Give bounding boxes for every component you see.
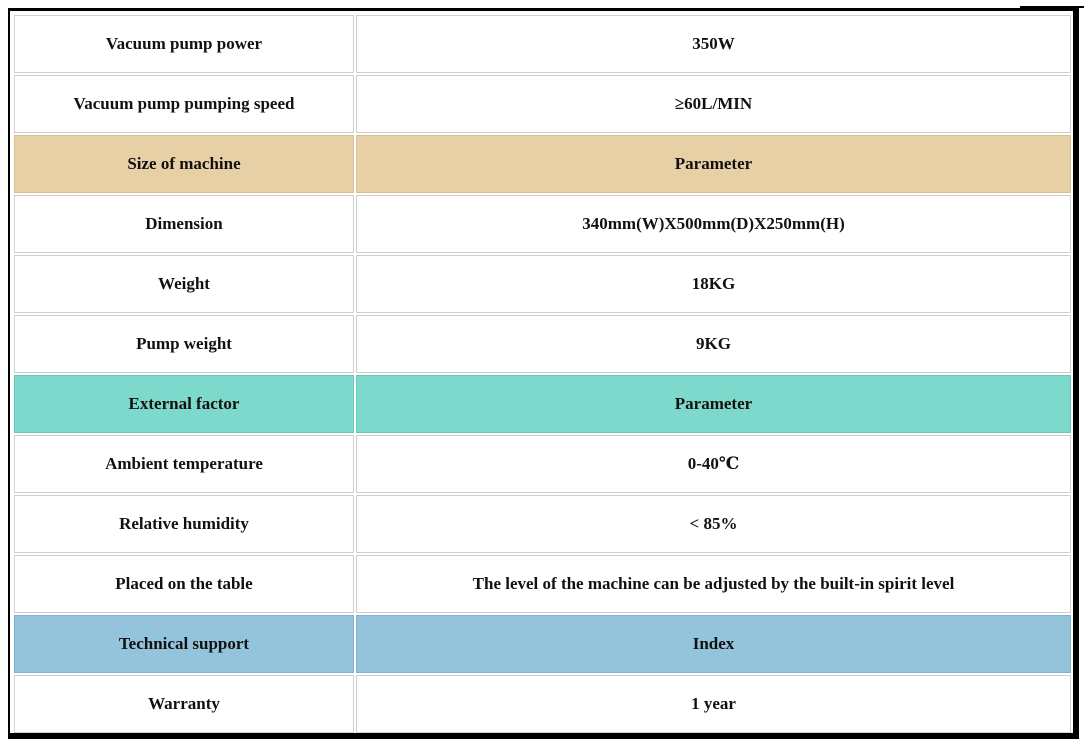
row-label: Vacuum pump power [14, 15, 354, 73]
spec-table [12, 13, 1073, 735]
table-row [14, 315, 1071, 373]
row-value: 0-40℃ [356, 435, 1071, 493]
table-row [14, 255, 1071, 313]
section-header-label: Size of machine [14, 135, 354, 193]
row-value: The level of the machine can be adjusted by the built-in spirit level [356, 555, 1071, 613]
row-value: 9KG [356, 315, 1071, 373]
row-label: Vacuum pump pumping speed [14, 75, 354, 133]
section-header-value: Parameter [356, 135, 1071, 193]
table-row [14, 75, 1071, 133]
row-value: 340mm(W)X500mm(D)X250mm(H) [356, 195, 1071, 253]
table-row [14, 435, 1071, 493]
row-label: Dimension [14, 195, 354, 253]
section-header-value: Parameter [356, 375, 1071, 433]
section-header-label: Technical support [14, 615, 354, 673]
row-label: Placed on the table [14, 555, 354, 613]
row-label: Pump weight [14, 315, 354, 373]
spec-table-frame [8, 8, 1079, 739]
section-header-label: External factor [14, 375, 354, 433]
table-row [14, 555, 1071, 613]
row-value: 350W [356, 15, 1071, 73]
table-row [14, 195, 1071, 253]
section-header-row [14, 135, 1071, 193]
table-row [14, 675, 1071, 733]
row-value: < 85% [356, 495, 1071, 553]
section-header-value: Index [356, 615, 1071, 673]
section-header-row [14, 615, 1071, 673]
section-header-row [14, 375, 1071, 433]
row-label: Ambient temperature [14, 435, 354, 493]
row-value: 18KG [356, 255, 1071, 313]
row-label: Relative humidity [14, 495, 354, 553]
row-value: 1 year [356, 675, 1071, 733]
table-row [14, 495, 1071, 553]
row-label: Weight [14, 255, 354, 313]
table-row [14, 15, 1071, 73]
row-label: Warranty [14, 675, 354, 733]
row-value: ≥60L/MIN [356, 75, 1071, 133]
